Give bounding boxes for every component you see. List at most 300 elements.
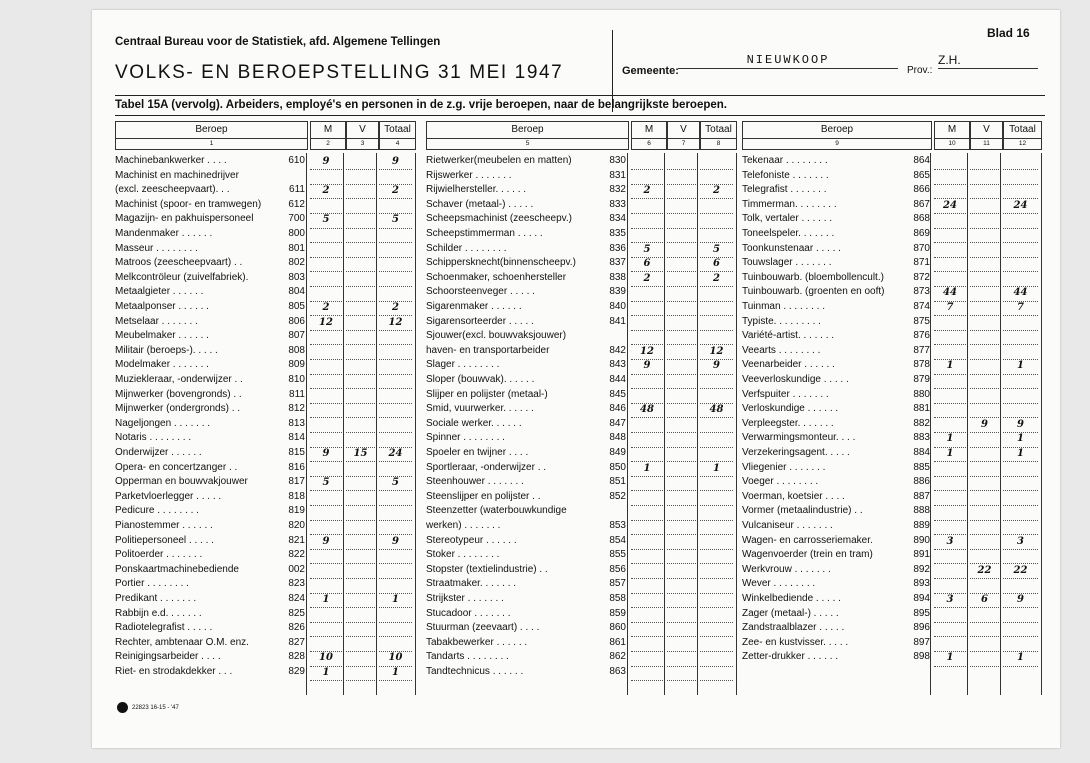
count-cell-v <box>970 549 999 564</box>
count-cell-m: 10 <box>310 651 342 666</box>
count-cell-m <box>310 637 342 652</box>
count-cell-totaal: 1 <box>1003 359 1038 374</box>
occupation-row <box>115 651 305 665</box>
count-cell-totaal <box>1003 608 1038 623</box>
occupation-row <box>426 622 626 636</box>
occupation-code: 865 <box>913 169 930 181</box>
count-cell-m <box>934 505 966 520</box>
occupation-code: 801 <box>288 242 305 254</box>
occupation-code: 880 <box>913 388 930 400</box>
count-cell-v <box>667 301 696 316</box>
occupation-label: Wever . . . . . . . . <box>742 578 816 590</box>
count-cell-v <box>970 184 999 199</box>
count-cell-totaal <box>700 549 733 564</box>
count-cell-m <box>310 243 342 258</box>
occupation-row <box>115 286 305 300</box>
count-cell-totaal <box>700 432 733 447</box>
occupation-code: 875 <box>913 315 930 327</box>
count-cell-v <box>346 228 375 243</box>
count-cell-m: 2 <box>631 272 663 287</box>
count-cell-v <box>970 228 999 243</box>
occupation-label: Scheepstimmerman . . . . . <box>426 228 543 239</box>
occupation-row <box>115 257 305 271</box>
count-cell-totaal <box>379 418 412 433</box>
count-cell-v <box>346 330 375 345</box>
count-cell-totaal: 9 <box>1003 418 1038 433</box>
count-cell-m: 1 <box>934 432 966 447</box>
occupation-row <box>742 462 930 476</box>
count-cell-totaal <box>700 608 733 623</box>
occupation-label: Mijnwerker (bovengronds) . . <box>115 388 242 400</box>
count-cell-m <box>310 199 342 214</box>
occupation-code: 841 <box>609 315 626 327</box>
occupation-row <box>115 593 305 607</box>
count-cell-m: 1 <box>934 651 966 666</box>
occupation-label: Metaalgieter . . . . . . <box>115 286 204 298</box>
column-number: 12 <box>1003 139 1042 150</box>
header-rule <box>115 95 1045 96</box>
count-cell-totaal <box>379 389 412 404</box>
count-cell-m <box>934 272 966 287</box>
occupation-row <box>742 286 930 300</box>
count-cell-v <box>667 316 696 331</box>
occupation-code: 800 <box>288 228 305 239</box>
occupation-row <box>426 666 626 680</box>
count-cell-v <box>970 155 999 170</box>
occupation-label: Mijnwerker (ondergronds) . . <box>115 403 241 415</box>
count-cell-totaal <box>1003 491 1038 506</box>
occupation-label: Tabakbewerker . . . . . . <box>426 636 528 648</box>
count-cell-totaal <box>379 359 412 374</box>
table-title-rule <box>115 115 1045 116</box>
count-cell-m <box>934 418 966 433</box>
count-cell-m <box>631 389 663 404</box>
occupation-row <box>426 286 626 300</box>
count-cell-totaal: 22 <box>1003 564 1038 579</box>
column-rule <box>1041 153 1042 695</box>
count-cell-totaal <box>379 228 412 243</box>
count-cell-totaal <box>1003 549 1038 564</box>
column-header-totaal: Totaal <box>379 121 416 139</box>
count-cell-v <box>970 389 999 404</box>
print-footer <box>117 702 179 713</box>
occupation-row <box>426 374 626 388</box>
count-cell-totaal: 5 <box>379 476 412 491</box>
occupation-row <box>115 359 305 373</box>
form-title: VOLKS- EN BEROEPSTELLING 31 MEI 1947 <box>115 62 564 83</box>
occupation-row <box>115 184 305 198</box>
count-cell-m <box>310 389 342 404</box>
count-cell-totaal <box>379 257 412 272</box>
count-cell-v <box>667 505 696 520</box>
occupation-label: Opera- en concertzanger . . <box>115 461 238 473</box>
occupation-row <box>426 637 626 651</box>
count-cell-totaal <box>700 622 733 637</box>
count-cell-v <box>667 535 696 550</box>
count-cell-m: 12 <box>631 345 663 360</box>
count-cell-m <box>631 199 663 214</box>
count-cell-m <box>310 491 342 506</box>
count-cell-totaal <box>379 170 412 185</box>
count-cell-v <box>667 170 696 185</box>
occupation-row <box>742 447 930 461</box>
count-cell-totaal <box>700 535 733 550</box>
occupation-code: 847 <box>609 417 626 429</box>
count-cell-totaal <box>379 286 412 301</box>
count-cell-totaal <box>379 578 412 593</box>
count-cell-v <box>970 213 999 228</box>
column-number: 4 <box>379 139 416 150</box>
occupation-label: Tandtechnicus . . . . . . <box>426 666 524 677</box>
count-cell-totaal <box>700 666 733 681</box>
occupation-code: 892 <box>913 563 930 575</box>
occupation-label: Magazijn- en pakhuispersoneel <box>115 213 254 225</box>
count-cell-m <box>934 170 966 185</box>
occupation-code: 891 <box>913 549 930 561</box>
occupation-label: Rabbijn e.d. . . . . . . <box>115 607 202 619</box>
occupation-label: Stoker . . . . . . . . <box>426 549 500 561</box>
page-number: Blad 16 <box>987 26 1030 40</box>
occupation-code: 895 <box>913 607 930 619</box>
count-cell-totaal: 24 <box>1003 199 1038 214</box>
column-header-m: M <box>934 121 970 139</box>
count-cell-m <box>310 520 342 535</box>
count-cell-m <box>934 228 966 243</box>
count-cell-v <box>667 345 696 360</box>
count-cell-totaal <box>700 476 733 491</box>
count-cell-v <box>346 257 375 272</box>
occupation-code: 873 <box>913 286 930 298</box>
occupation-label: Variété-artist. . . . . . . <box>742 330 835 342</box>
column-number: 9 <box>742 139 932 150</box>
column-header-m: M <box>631 121 667 139</box>
occupation-row <box>742 330 930 344</box>
occupation-label: Tuinman . . . . . . . . <box>742 301 825 312</box>
occupation-label: Touwslager . . . . . . . <box>742 257 832 269</box>
occupation-code: 812 <box>288 403 305 415</box>
count-cell-totaal <box>1003 637 1038 652</box>
occupation-label: Zee- en kustvisser. . . . . <box>742 636 849 648</box>
occupation-label: Spinner . . . . . . . . <box>426 432 505 444</box>
occupation-code: 821 <box>288 534 305 546</box>
count-cell-m <box>631 330 663 345</box>
occupation-row <box>115 491 305 505</box>
count-cell-m: 12 <box>310 316 342 331</box>
occupation-label: Rietwerker(meubelen en matten) <box>426 155 572 166</box>
count-cell-v <box>970 578 999 593</box>
count-cell-totaal: 5 <box>700 243 733 258</box>
occupation-row <box>115 564 305 578</box>
occupation-code: 856 <box>609 563 626 575</box>
occupation-row <box>426 389 626 403</box>
count-cell-totaal: 3 <box>1003 535 1038 550</box>
count-cell-m <box>631 637 663 652</box>
count-cell-v <box>667 374 696 389</box>
count-cell-totaal: 44 <box>1003 286 1038 301</box>
count-cell-totaal <box>700 330 733 345</box>
column-header-row <box>115 121 1041 149</box>
occupation-code: 829 <box>288 666 305 677</box>
count-cell-v <box>970 520 999 535</box>
count-cell-v <box>667 213 696 228</box>
occupation-label: Tuinbouwarb. (bloembollencult.) <box>742 271 884 283</box>
column-header-totaal: Totaal <box>700 121 737 139</box>
count-cell-v <box>346 170 375 185</box>
column-number: 7 <box>667 139 700 150</box>
occupation-code: 872 <box>913 271 930 283</box>
count-cell-v <box>667 257 696 272</box>
count-cell-v <box>346 564 375 579</box>
occupation-row <box>426 345 626 359</box>
count-cell-v <box>970 491 999 506</box>
occupation-code: 833 <box>609 198 626 210</box>
count-cell-v <box>667 578 696 593</box>
count-cell-v: 6 <box>970 593 999 608</box>
organisation-name: Centraal Bureau voor de Statistiek, afd. Algemene Tellingen <box>115 36 441 48</box>
occupation-code: 888 <box>913 505 930 517</box>
occupation-row <box>742 257 930 271</box>
occupation-row <box>742 170 930 184</box>
occupation-label: Vulcaniseur . . . . . . . <box>742 520 833 531</box>
count-cell-m <box>310 228 342 243</box>
count-cell-totaal: 48 <box>700 403 733 418</box>
occupation-label: Sigarensorteerder . . . . . <box>426 315 534 327</box>
count-cell-v <box>970 243 999 258</box>
count-cell-v <box>346 199 375 214</box>
occupation-row <box>115 432 305 446</box>
count-cell-m: 2 <box>631 184 663 199</box>
count-cell-totaal <box>379 622 412 637</box>
occupation-label: Reinigingsarbeider . . . . <box>115 651 221 663</box>
occupation-code: 879 <box>913 374 930 385</box>
count-cell-v <box>667 491 696 506</box>
count-cell-v <box>970 257 999 272</box>
occupation-code: 884 <box>913 447 930 458</box>
occupation-row <box>742 272 930 286</box>
occupation-label: Machinist en machinedrijver <box>115 169 239 181</box>
occupation-row <box>742 345 930 359</box>
count-cell-totaal <box>1003 155 1038 170</box>
occupation-code: 882 <box>913 417 930 429</box>
occupation-code: 896 <box>913 622 930 634</box>
occupation-row <box>742 549 930 563</box>
count-cell-totaal <box>1003 462 1038 477</box>
occupation-row <box>742 535 930 549</box>
occupation-code: 814 <box>288 432 305 444</box>
column-rule <box>664 153 665 695</box>
occupation-label: Werkvrouw . . . . . . . <box>742 563 831 575</box>
occupation-code: 852 <box>609 490 626 502</box>
occupation-code: 843 <box>609 359 626 371</box>
occupation-code: 806 <box>288 315 305 327</box>
count-cell-totaal <box>1003 505 1038 520</box>
count-cell-v <box>667 447 696 462</box>
occupation-label: Verzekeringsagent. . . . . <box>742 447 850 458</box>
count-cell-m: 3 <box>934 593 966 608</box>
occupation-row <box>426 403 626 417</box>
occupation-label: Predikant . . . . . . . <box>115 593 197 604</box>
count-cell-m <box>934 520 966 535</box>
occupation-code: 887 <box>913 490 930 502</box>
count-cell-m <box>310 622 342 637</box>
occupation-code: 816 <box>288 461 305 473</box>
occupation-row <box>426 228 626 242</box>
occupation-row <box>742 608 930 622</box>
count-cell-totaal <box>1003 213 1038 228</box>
count-cell-m <box>310 578 342 593</box>
occupation-label: Schoenmaker, schoenhersteller <box>426 271 567 283</box>
occupation-label: Spoeler en twijner . . . . <box>426 447 529 458</box>
count-cell-totaal <box>1003 389 1038 404</box>
occupation-code: 827 <box>288 636 305 648</box>
occupation-label: Sloper (bouwvak). . . . . . <box>426 374 535 385</box>
occupation-label: Rechter, ambtenaar O.M. enz. <box>115 636 249 648</box>
count-cell-totaal <box>1003 374 1038 389</box>
occupation-row <box>426 549 626 563</box>
count-cell-v <box>346 622 375 637</box>
occupation-code: 823 <box>288 578 305 590</box>
count-cell-totaal: 9 <box>1003 593 1038 608</box>
count-cell-v <box>667 418 696 433</box>
occupation-label: Voeger . . . . . . . . <box>742 476 819 488</box>
occupation-code: 845 <box>609 388 626 400</box>
occupation-row <box>426 213 626 227</box>
occupation-row <box>115 447 305 461</box>
occupation-row <box>426 520 626 534</box>
count-cell-totaal <box>700 228 733 243</box>
count-cell-m <box>934 330 966 345</box>
occupation-code: 861 <box>609 636 626 648</box>
occupation-label: Stopster (textielindustrie) . . <box>426 563 548 575</box>
occupation-label: Pedicure . . . . . . . . <box>115 505 199 517</box>
occupation-label: Militair (beroeps-). . . . . <box>115 344 218 356</box>
occupation-code: 855 <box>609 549 626 561</box>
occupation-label: Parketvloerlegger . . . . . <box>115 490 222 502</box>
occupation-code: 849 <box>609 447 626 458</box>
count-cell-totaal <box>700 578 733 593</box>
count-cell-v <box>667 184 696 199</box>
count-cell-totaal: 6 <box>700 257 733 272</box>
count-cell-v <box>970 622 999 637</box>
count-cell-v <box>346 520 375 535</box>
column-header-beroep: Beroep <box>426 121 629 139</box>
occupation-label: werken) . . . . . . . <box>426 520 501 531</box>
occupation-row <box>742 316 930 330</box>
count-cell-totaal: 1 <box>700 462 733 477</box>
occupation-row <box>115 301 305 315</box>
count-cell-m <box>631 549 663 564</box>
occupation-row <box>115 476 305 490</box>
count-cell-v <box>970 316 999 331</box>
count-cell-totaal <box>379 243 412 258</box>
count-cell-totaal <box>1003 476 1038 491</box>
count-cell-v <box>667 622 696 637</box>
count-cell-totaal <box>379 520 412 535</box>
occupation-code: 805 <box>288 301 305 312</box>
occupation-code: 871 <box>913 257 930 269</box>
count-cell-v <box>667 389 696 404</box>
occupation-label: Onderwijzer . . . . . . <box>115 447 202 458</box>
occupation-label: Vliegenier . . . . . . . <box>742 461 826 473</box>
count-cell-m <box>631 418 663 433</box>
occupation-row <box>115 535 305 549</box>
count-cell-totaal <box>379 199 412 214</box>
occupation-row <box>426 243 626 257</box>
count-cell-m <box>310 272 342 287</box>
occupation-row <box>426 155 626 169</box>
occupation-row <box>742 476 930 490</box>
occupation-code: 815 <box>288 447 305 458</box>
occupation-label: Smid, vuurwerker. . . . . . <box>426 403 534 415</box>
occupation-code: 811 <box>289 388 305 400</box>
occupation-label: Veenarbeider . . . . . . <box>742 359 835 371</box>
count-cell-m: 9 <box>310 535 342 550</box>
occupation-row <box>742 505 930 519</box>
occupation-code: 803 <box>288 271 305 283</box>
count-cell-v <box>667 286 696 301</box>
occupation-code: 834 <box>609 213 626 225</box>
count-cell-totaal: 7 <box>1003 301 1038 316</box>
column-header-beroep: Beroep <box>742 121 932 139</box>
occupation-label: Verpleegster. . . . . . . <box>742 417 834 429</box>
occupation-row <box>742 418 930 432</box>
count-cell-totaal: 1 <box>1003 432 1038 447</box>
count-cell-v <box>667 243 696 258</box>
occupation-label: Schippersknecht(binnenscheepv.) <box>426 257 576 269</box>
count-cell-m <box>310 374 342 389</box>
occupation-code: 838 <box>609 271 626 283</box>
occupation-label: Rijswerker . . . . . . . <box>426 169 512 181</box>
column-header-v: V <box>346 121 379 139</box>
occupation-label: Strijkster . . . . . . . <box>426 593 504 604</box>
count-cell-m <box>631 447 663 462</box>
count-cell-v <box>970 505 999 520</box>
occupation-label: Riet- en strodakdekker . . . <box>115 666 233 677</box>
occupation-label: Telefoniste . . . . . . . <box>742 169 829 181</box>
column-rule <box>415 153 416 695</box>
occupation-label: Meubelmaker . . . . . . <box>115 330 209 342</box>
occupation-code: 858 <box>609 593 626 604</box>
count-cell-v <box>667 564 696 579</box>
occupation-row <box>742 651 930 665</box>
count-cell-totaal <box>700 301 733 316</box>
occupation-label: Machinist (spoor- en tramwegen) <box>115 198 262 210</box>
occupation-label: Toneelspeler. . . . . . . <box>742 228 835 239</box>
occupation-row <box>426 564 626 578</box>
count-cell-v: 15 <box>346 447 375 462</box>
occupation-code: 878 <box>913 359 930 371</box>
occupation-code: 862 <box>609 651 626 663</box>
count-cell-v <box>970 447 999 462</box>
count-cell-totaal <box>700 505 733 520</box>
count-cell-m <box>631 535 663 550</box>
occupation-row <box>115 505 305 519</box>
count-cell-v <box>346 651 375 666</box>
occupation-row <box>426 257 626 271</box>
occupation-label: Scheepsmachinist (zeescheepv.) <box>426 213 572 225</box>
occupation-code: 826 <box>288 622 305 634</box>
occupation-row <box>426 491 626 505</box>
count-cell-v <box>970 637 999 652</box>
count-cell-v <box>346 637 375 652</box>
count-cell-totaal <box>1003 243 1038 258</box>
count-cell-totaal <box>1003 578 1038 593</box>
count-cell-v <box>667 462 696 477</box>
count-cell-v <box>667 359 696 374</box>
occupation-label: Toonkunstenaar . . . . . <box>742 242 841 254</box>
occupation-label: Verfspuiter . . . . . . . <box>742 388 829 400</box>
count-cell-m <box>310 359 342 374</box>
